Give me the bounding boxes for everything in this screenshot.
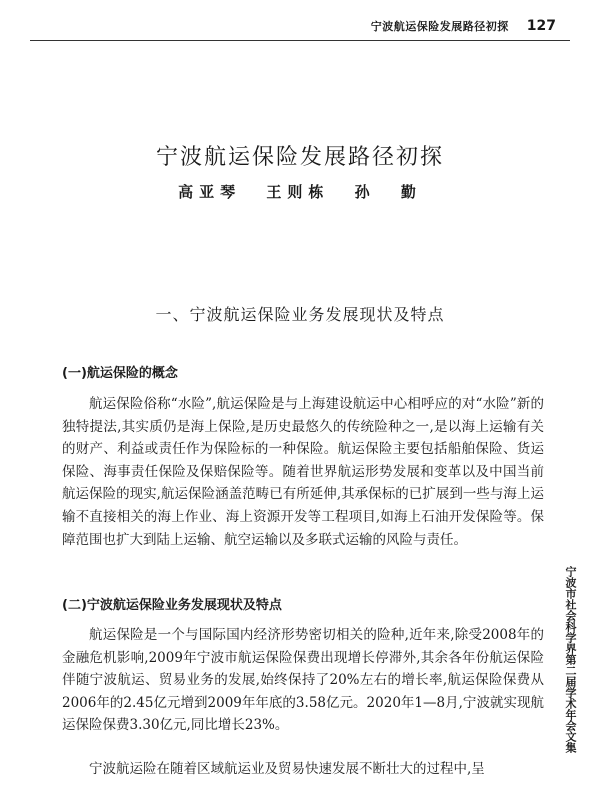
header-rule [30, 40, 570, 41]
article-title: 宁波航运保险发展路径初探 [155, 145, 444, 170]
section-heading: 一、宁波航运保险业务发展现状及特点 [155, 305, 445, 324]
paragraph-text: 宁波航运险在随着区域航运业及贸易快速发展不断壮大的过程中,呈 [89, 761, 485, 777]
subsection-heading-concept: (一)航运保险的概念 [62, 366, 178, 381]
article-authors: 高亚琴 王则栋 孙 勤 [178, 183, 422, 201]
running-head [371, 18, 556, 34]
paragraph-text: 航运保险俗称“水险”,航运保险是与上海建设航运中心相呼应的对“水险”新的独特提法,其实质仍是海上保险,是历史最悠久的传统险种之一,是以海上运输有关的财产、利益或责任作为保险标的一种保险。航运保险主要包括船舶保险、货运保险、海事责任保险及保赔保险等。随着世界航运形势发展和变革以及中国当前航运保险的现实,航运保险涵盖范畴已有所延伸,其承保标的已扩展到一些与海上运输不直接相关的海上作业、海上资源开发等工程项目,如海上石油开发保险等。保障范围也扩大到陆上运输、航空运输以及多联式运输的风险与责任。 [62, 396, 544, 548]
paragraph-trailing [62, 758, 544, 781]
paragraph-status [62, 624, 544, 737]
paragraph-concept [62, 393, 544, 551]
paragraph-text: 航运保险是一个与国际国内经济形势密切相关的险种,近年来,除受2008年的金融危机影响,2009年宁波市航运保险保费出现增长停滞外,其余各年份航运保险伴随宁波航运、贸易业务的发展,始终保持了20%左右的增长率,航运保险保费从2006年的2.45亿元增到2009年年底的3.58亿元。2020年1—8月,宁波就实现航运保险保费3.30亿元,同比增长23%。 [62, 627, 544, 734]
page-number: 127 [526, 18, 556, 34]
sidebar-collection-title: 宁波市社会科学界第二届学术年会文集 [564, 566, 577, 753]
running-title: 宁波航运保险发展路径初探 [370, 20, 509, 33]
subsection-heading-status: (二)宁波航运保险业务发展现状及特点 [62, 598, 282, 613]
